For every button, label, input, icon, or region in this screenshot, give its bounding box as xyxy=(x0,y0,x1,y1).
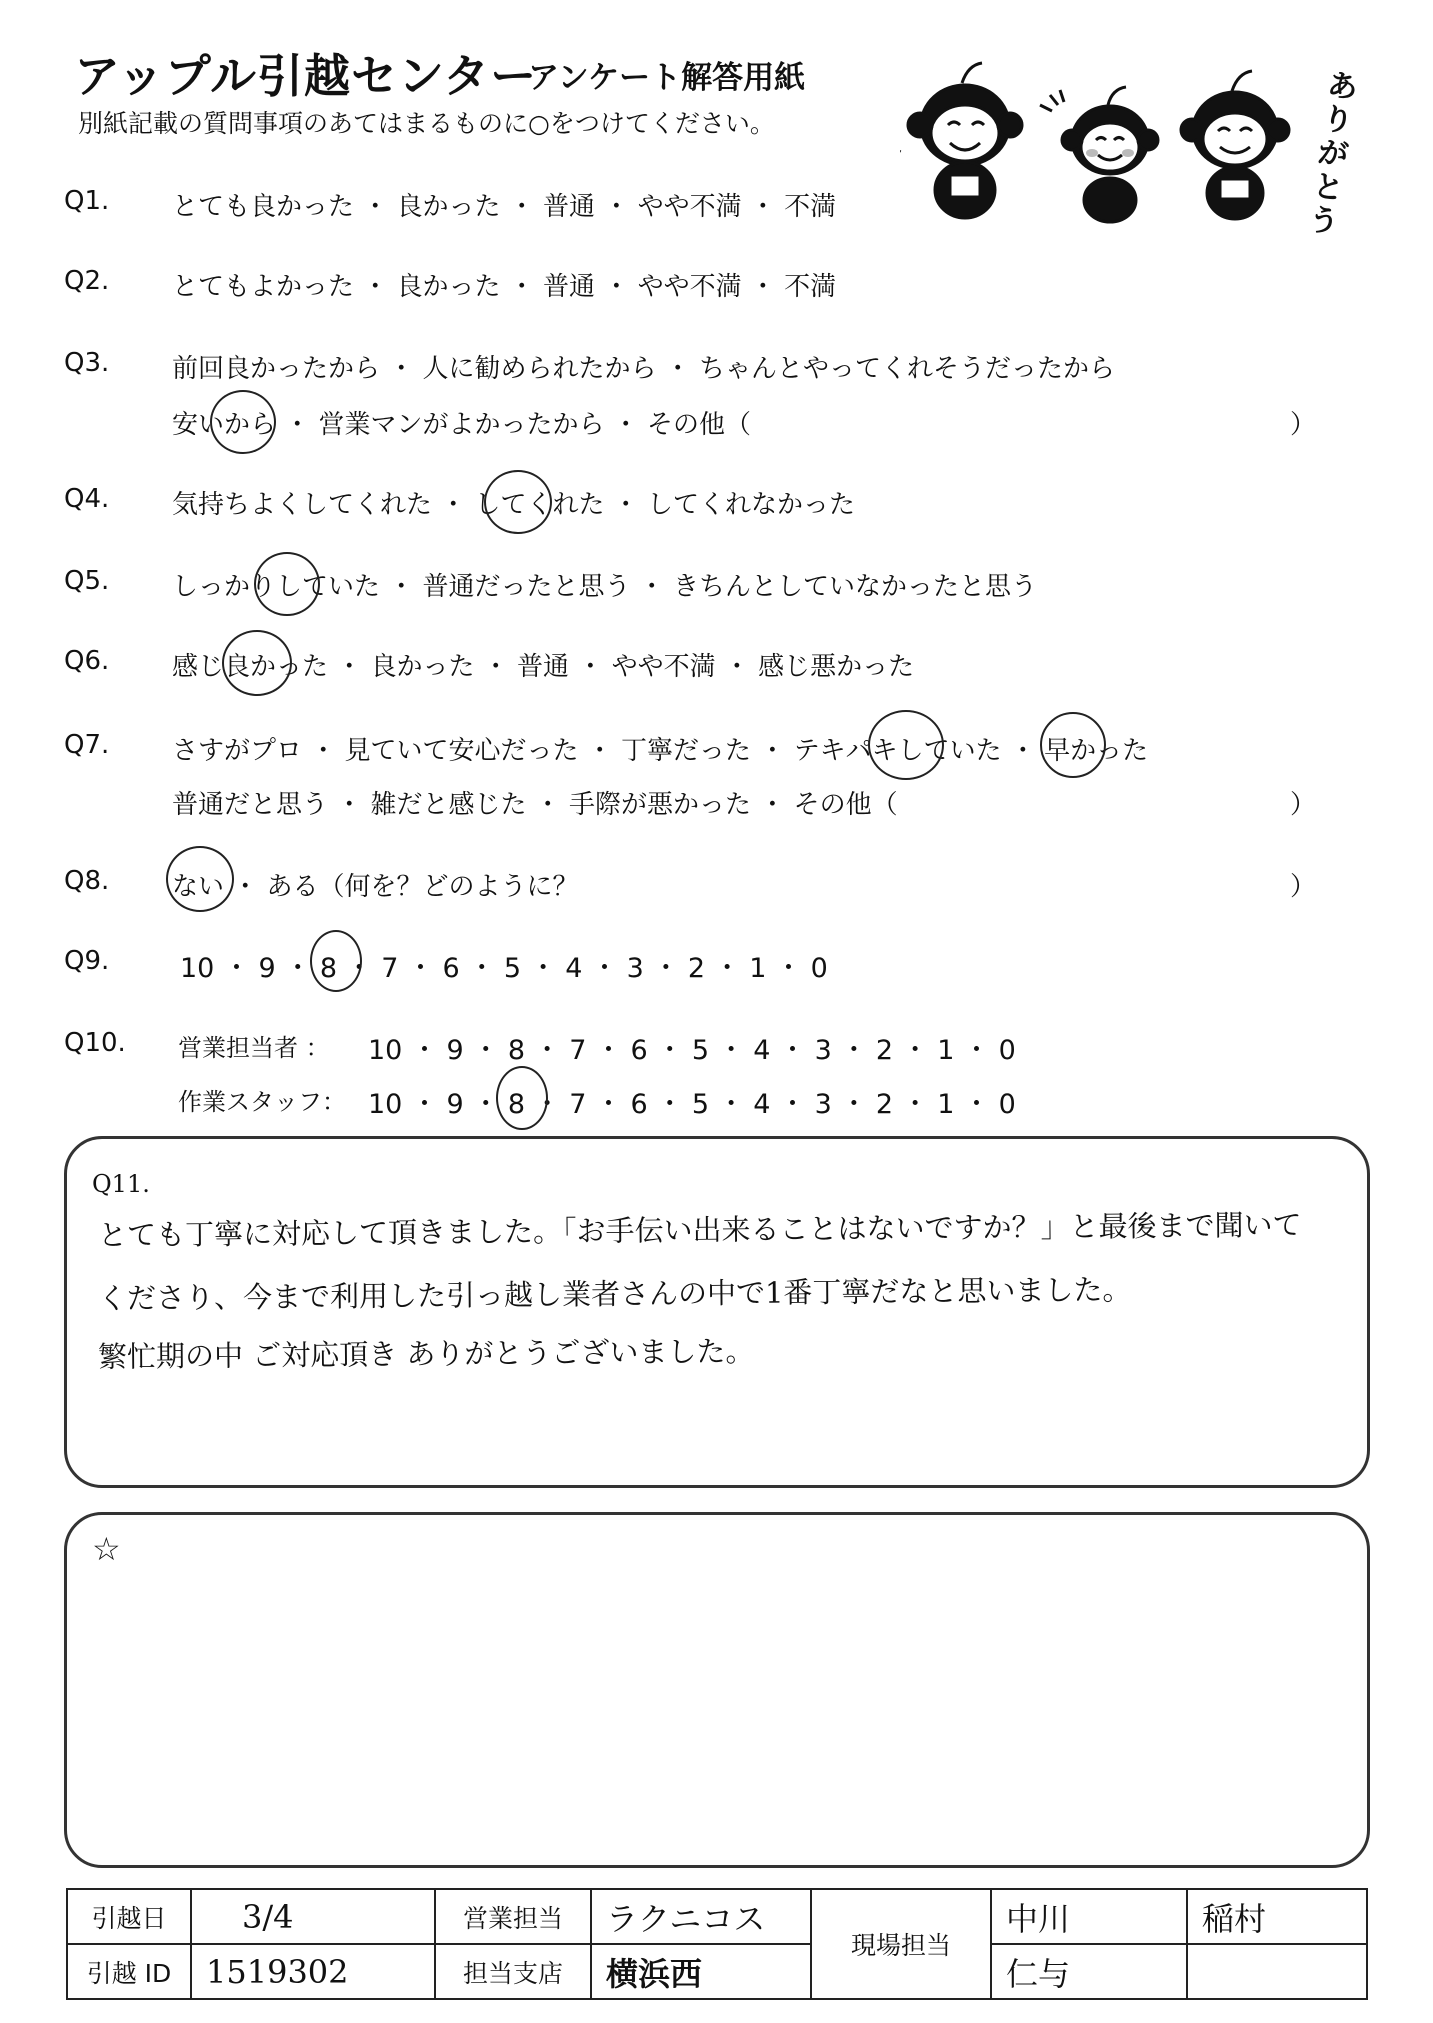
move-date-value: 3/4 xyxy=(191,1889,435,1944)
q9-scale: 10 ・ 9 ・ 8 ・ 7 ・ 6 ・ 5 ・ 4 ・ 3 ・ 2 ・ 1 ・ 0 xyxy=(180,953,828,984)
site-label: 現場担当 xyxy=(811,1889,991,1999)
info-table xyxy=(66,1888,1368,2000)
notes-box xyxy=(64,1512,1370,1868)
q3-close-paren: ） xyxy=(1290,410,1317,440)
star-icon: ☆ xyxy=(92,1530,121,1568)
company-name: アップル引越センター xyxy=(74,49,538,103)
q8-options: ない ・ ある（何を？どのように？ xyxy=(172,872,579,902)
q9-label: Q9. xyxy=(64,946,110,976)
q4-label: Q4. xyxy=(64,484,110,514)
q5-answer-circle xyxy=(254,552,320,616)
q1-options: とても良かった ・ 良かった ・ 普通 ・ やや不満 ・ 不満 xyxy=(172,192,837,222)
comment-line-3: 繁忙期の中 ご対応頂き ありがとうございました。 xyxy=(97,1334,755,1374)
q7-answer-circle-1 xyxy=(868,710,944,780)
q8-answer-circle xyxy=(166,846,234,912)
q11-label: Q11. xyxy=(92,1170,150,1198)
q3-answer-circle xyxy=(210,390,276,454)
q10-label: Q10. xyxy=(64,1028,126,1058)
q5-options: しっかりしていた ・ 普通だったと思う ・ きちんとしていなかったと思う xyxy=(172,572,1038,602)
q10-staff-label: 作業スタッフ： xyxy=(178,1088,346,1116)
sales-value: ラクニコス xyxy=(591,1889,811,1944)
q7-options-line2: 普通だと思う ・ 雑だと感じた ・ 手際が悪かった ・ その他（ xyxy=(172,790,898,820)
move-id-value: 1519302 xyxy=(191,1944,435,1999)
move-id-label: 引越 ID xyxy=(67,1944,191,1999)
q10-staff-scale: 10 ・ 9 ・ 8 ・ 7 ・ 6 ・ 5 ・ 4 ・ 3 ・ 2 ・ 1 ・ 0 xyxy=(368,1089,1016,1120)
site-staff-3: 仁与 xyxy=(991,1944,1187,1999)
mascot-illustration xyxy=(900,55,1340,225)
q8-close-paren: ） xyxy=(1290,872,1317,902)
q3-label: Q3. xyxy=(64,348,110,378)
form-title: アンケート解答用紙 xyxy=(528,60,806,96)
q7-close-paren: ） xyxy=(1290,790,1317,820)
q7-label: Q7. xyxy=(64,730,110,760)
q8-label: Q8. xyxy=(64,866,110,896)
move-date-label: 引越日 xyxy=(67,1889,191,1944)
q2-options: とてもよかった ・ 良かった ・ 普通 ・ やや不満 ・ 不満 xyxy=(172,272,837,302)
sales-label: 営業担当 xyxy=(435,1889,591,1944)
q10-sales-label: 営業担当者 ： xyxy=(178,1034,330,1062)
q2-label: Q2. xyxy=(64,266,110,296)
q7-options-line1: さすがプロ ・ 見ていて安心だった ・ 丁寧だった ・ テキパキしていた ・ 早かった xyxy=(172,736,1149,766)
q4-answer-circle xyxy=(484,470,552,534)
comment-line-1: とても丁寧に対応して頂きました。「お手伝い出来ることはないですか？」と最後まで聞いて xyxy=(97,1207,1302,1253)
branch-value: 横浜西 xyxy=(591,1944,811,1999)
q3-options-line1: 前回良かったから ・ 人に勧められたから ・ ちゃんとやってくれそうだったから xyxy=(172,354,1116,384)
q6-label: Q6. xyxy=(64,646,110,676)
q3-options-line2: 安いから ・ 営業マンがよかったから ・ その他（ xyxy=(172,410,752,440)
branch-label: 担当支店 xyxy=(435,1944,591,1999)
instruction-text: 別紙記載の質問事項のあてはまるものに○をつけてください。 xyxy=(78,109,775,138)
q6-options: 感じ良かった ・ 良かった ・ 普通 ・ やや不満 ・ 感じ悪かった xyxy=(172,652,915,682)
q1-label: Q1. xyxy=(64,186,110,216)
site-staff-empty xyxy=(1187,1944,1367,1999)
q7-answer-circle-2 xyxy=(1040,712,1106,778)
site-staff-2: 稲村 xyxy=(1187,1889,1367,1944)
mascot-caption: ありがとう xyxy=(1306,67,1360,241)
q9-answer-circle xyxy=(310,930,362,992)
q4-options: 気持ちよくしてくれた ・ してくれた ・ してくれなかった xyxy=(172,490,856,520)
site-staff-1: 中川 xyxy=(991,1889,1187,1944)
q10-staff-answer-circle xyxy=(496,1066,548,1130)
q6-answer-circle xyxy=(222,630,292,696)
comment-line-2: くださり、今まで利用した引っ越し業者さんの中で1番丁寧だなと思いました。 xyxy=(97,1272,1132,1316)
q10-sales-scale: 10 ・ 9 ・ 8 ・ 7 ・ 6 ・ 5 ・ 4 ・ 3 ・ 2 ・ 1 ・ 0 xyxy=(368,1035,1016,1066)
q5-label: Q5. xyxy=(64,566,110,596)
